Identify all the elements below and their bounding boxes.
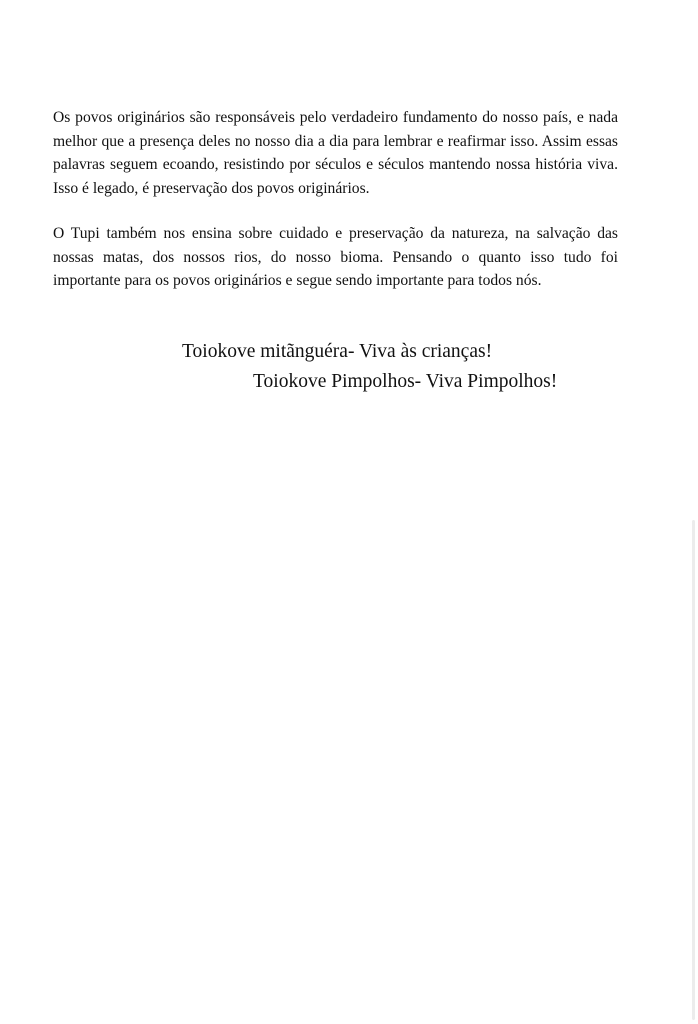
greeting-pimpolhos: Toiokove Pimpolhos- Viva Pimpolhos! <box>253 371 558 392</box>
paragraph-povos-originarios: Os povos originários são responsáveis pelo verdadeiro fundamento do nosso país, e nada melhor que a presença deles no nosso dia a dia para lembrar e reafirmar isso. Assim essas palavras seguem ecoando, resistindo por séculos e séculos mantendo nossa história viva. Isso é legado, é preservação dos povos originários. <box>53 109 618 197</box>
paragraph-tupi-natureza: O Tupi também nos ensina sobre cuidado e preservação da natureza, na salvação das nossas matas, dos nossos rios, do nosso bioma. Pensando o quanto isso tudo foi importante para os povos originários e segue sendo importante para todos nós. <box>53 225 618 289</box>
scrollbar[interactable] <box>692 520 695 1020</box>
greeting-criancas: Toiokove mitãnguéra- Viva às crianças! <box>182 341 493 362</box>
